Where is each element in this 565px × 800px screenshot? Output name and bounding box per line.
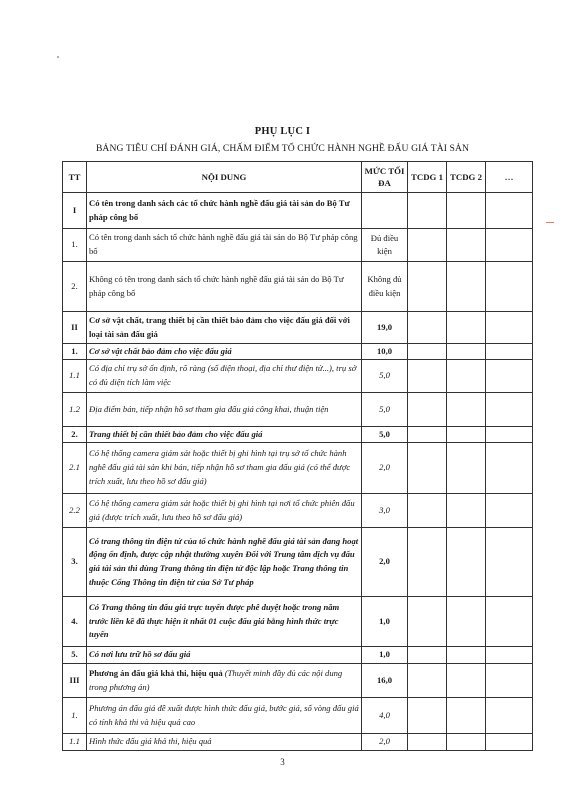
row-content: [87, 698, 362, 734]
row-tcdg2: [447, 698, 486, 734]
row-tt: 5.: [63, 647, 87, 664]
row-tcdg1: [408, 312, 447, 344]
row-content-text: Có tên trong danh sách các tổ chức hành nghề đấu giá tài sản do Bộ Tư pháp công bố: [89, 197, 350, 222]
row-max: 2,0: [362, 528, 408, 597]
table-row: [63, 734, 533, 751]
row-tcdg1: [408, 443, 447, 494]
row-more: [486, 664, 533, 698]
row-tcdg2: [447, 229, 486, 262]
row-tt: 1.1: [63, 734, 87, 751]
row-tcdg2: [447, 427, 486, 443]
row-tt: II: [63, 312, 87, 344]
table-row: [63, 229, 533, 262]
header-row: [63, 162, 533, 193]
row-content-text: Trang thiết bị cần thiết bảo đảm cho việc đấu giá: [89, 428, 263, 439]
row-max: 5,0: [362, 360, 408, 393]
row-content: [87, 262, 362, 312]
row-content: [87, 647, 362, 664]
row-more: [486, 647, 533, 664]
table-row: [63, 664, 533, 698]
table-row: [63, 193, 533, 229]
row-tcdg1: [408, 427, 447, 443]
row-content: [87, 393, 362, 427]
row-content: [87, 193, 362, 229]
header-muc-toi-da: MỨC TỐI ĐA: [362, 162, 408, 193]
row-max: [362, 193, 408, 229]
table-row: [63, 528, 533, 597]
table-row: [63, 647, 533, 664]
row-content-text: Có nơi lưu trữ hồ sơ đấu giá: [89, 649, 191, 660]
table-row: [63, 312, 533, 344]
row-content-text: Có hệ thống camera giám sát hoặc thiết bị ghi hình tại nơi tổ chức phiên đấu giá (được trích xuất, lưu theo hồ sơ đấu giá): [89, 497, 355, 522]
row-content: [87, 344, 362, 360]
row-more: [486, 193, 533, 229]
row-content-text: Phương án đấu giá khả thi, hiệu quả: [89, 667, 223, 678]
table-row: [63, 597, 533, 647]
row-tcdg1: [408, 262, 447, 312]
row-tcdg2: [447, 344, 486, 360]
row-content: [87, 597, 362, 647]
row-tcdg1: [408, 494, 447, 528]
row-tt: I: [63, 193, 87, 229]
header-noi-dung: NỘI DUNG: [87, 162, 362, 193]
row-content-text: Có tên trong danh sách tổ chức hành nghề đấu giá tài sản do Bộ Tư pháp công bố: [89, 232, 358, 256]
row-tt: 2.: [63, 427, 87, 443]
row-tcdg2: [447, 597, 486, 647]
row-more: [486, 494, 533, 528]
row-content-note: (Thuyết minh đầy đủ các nội dung trong phương án): [89, 667, 343, 692]
page-number: 3: [280, 757, 285, 767]
header-tt: TT: [63, 162, 87, 193]
row-max: 16,0: [362, 664, 408, 698]
row-max: Không đủ điều kiện: [362, 262, 408, 312]
row-content-text: Có Trang thông tin đấu giá trực tuyến được phê duyệt hoặc trong năm trước liền kề đã thực hiện ít nhất 01 cuộc đấu giá bằng hình thức trực tuyến: [89, 601, 340, 640]
row-content: [87, 427, 362, 443]
row-content: [87, 734, 362, 751]
row-content-text: Cơ sở vật chất, trang thiết bị cần thiết bảo đảm cho việc đấu giá đối với loại tài sản đấu giá: [89, 314, 350, 339]
appendix-title: PHỤ LỤC I: [254, 126, 311, 137]
row-max: 5,0: [362, 427, 408, 443]
row-content-text: Có trang thông tin điện tử của tổ chức hành nghề đấu giá tài sản đang hoạt động ổn định, được cập nhật thường xuyên Đối với Trung tâm dịch vụ đấu giá tài sản thì dùng Trang thông tin điện tử độc lập hoặc Trang thông tin thuộc Cổng Thông tin điện tử của Sở Tư pháp: [89, 535, 359, 587]
row-content-text: Cơ sở vật chất bảo đảm cho việc đấu giá: [89, 345, 232, 356]
table-row: [63, 360, 533, 393]
table-row: [63, 443, 533, 494]
table-row: [63, 393, 533, 427]
row-tcdg2: [447, 734, 486, 751]
row-tcdg2: [447, 443, 486, 494]
row-tt: 1.: [63, 229, 87, 262]
header-tcdg1: TCDG 1: [408, 162, 447, 193]
scan-speck: [57, 56, 59, 58]
row-more: [486, 393, 533, 427]
row-content-text: Có địa chỉ trụ sở ổn định, rõ ràng (số điện thoại, địa chỉ thư điện tử...), trụ sở có đủ diện tích làm việc: [89, 363, 357, 387]
row-max: 3,0: [362, 494, 408, 528]
row-tcdg1: [408, 597, 447, 647]
row-tt: 1.1: [63, 360, 87, 393]
table-row: [63, 262, 533, 312]
row-tcdg2: [447, 494, 486, 528]
row-max: 10,0: [362, 344, 408, 360]
row-tt: 3.: [63, 528, 87, 597]
row-tcdg1: [408, 360, 447, 393]
row-tcdg1: [408, 664, 447, 698]
row-content: [87, 664, 362, 698]
row-tcdg1: [408, 647, 447, 664]
row-tcdg2: [447, 528, 486, 597]
row-max: 5,0: [362, 393, 408, 427]
row-content-text: Có hệ thống camera giám sát hoặc thiết bị ghi hình tại trụ sở tổ chức hành nghề đấu giá tài sản khi bán, tiếp nhận hồ sơ tham gia đấu giá (có thể được trích xuất, lưu theo hồ sơ đấu giá): [89, 448, 351, 486]
row-content-text: Không có tên trong danh sách tổ chức hành nghề đấu giá tài sản do Bộ Tư pháp công bố: [89, 273, 344, 298]
row-tt: 2.1: [63, 443, 87, 494]
criteria-table: [62, 161, 533, 751]
row-tcdg2: [447, 193, 486, 229]
row-tcdg1: [408, 229, 447, 262]
row-tcdg1: [408, 698, 447, 734]
row-tcdg1: [408, 193, 447, 229]
row-more: [486, 312, 533, 344]
row-tt: 1.: [63, 344, 87, 360]
row-more: [486, 443, 533, 494]
row-tt: 2.: [63, 262, 87, 312]
row-tt: 1.2: [63, 393, 87, 427]
row-content-text: Địa điểm bán, tiếp nhận hồ sơ tham gia đấu giá công khai, thuận tiện: [89, 403, 329, 414]
row-tt: 2.2: [63, 494, 87, 528]
row-tcdg1: [408, 734, 447, 751]
row-tcdg2: [447, 664, 486, 698]
row-tcdg2: [447, 360, 486, 393]
row-content: [87, 312, 362, 344]
row-content-text: Hình thức đấu giá khả thi, hiệu quả: [89, 736, 212, 747]
row-content: [87, 494, 362, 528]
row-more: [486, 528, 533, 597]
row-more: [486, 597, 533, 647]
row-more: [486, 698, 533, 734]
table-subtitle: BẢNG TIÊU CHÍ ĐÁNH GIÁ, CHẤM ĐIỂM TỔ CHỨC HÀNH NGHỀ ĐẤU GIÁ TÀI SẢN: [95, 143, 470, 154]
edge-stamp: [546, 222, 564, 225]
row-tcdg2: [447, 312, 486, 344]
row-max: Đủ điều kiện: [362, 229, 408, 262]
row-more: [486, 360, 533, 393]
header-tcdg2: TCDG 2: [447, 162, 486, 193]
row-max: 2,0: [362, 443, 408, 494]
row-tcdg1: [408, 344, 447, 360]
table-row: [63, 698, 533, 734]
table-row: [63, 344, 533, 360]
row-more: [486, 229, 533, 262]
row-max: 1,0: [362, 597, 408, 647]
row-more: [486, 427, 533, 443]
row-max: 4,0: [362, 698, 408, 734]
row-tcdg2: [447, 262, 486, 312]
row-more: [486, 344, 533, 360]
row-max: 19,0: [362, 312, 408, 344]
row-max: 2,0: [362, 734, 408, 751]
row-content: [87, 528, 362, 597]
header-more: …: [486, 162, 533, 193]
row-tcdg1: [408, 393, 447, 427]
row-more: [486, 262, 533, 312]
row-more: [486, 734, 533, 751]
row-tt: 1.: [63, 698, 87, 734]
row-tcdg2: [447, 647, 486, 664]
table-row: [63, 494, 533, 528]
row-content: [87, 443, 362, 494]
row-max: 1,0: [362, 647, 408, 664]
row-content: [87, 360, 362, 393]
row-content: [87, 229, 362, 262]
row-tt: 4.: [63, 597, 87, 647]
row-tcdg1: [408, 528, 447, 597]
table-row: [63, 427, 533, 443]
row-tcdg2: [447, 393, 486, 427]
row-tt: III: [63, 664, 87, 698]
row-content-text: Phương án đấu giá đề xuất được hình thức đấu giá, bước giá, số vòng đấu giá có tính khả thi và hiệu quả cao: [89, 702, 359, 727]
